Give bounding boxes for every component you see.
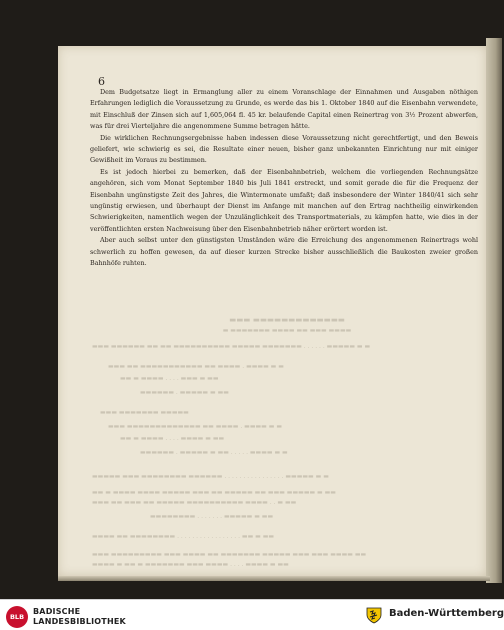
blb-logo: BLB: [6, 606, 28, 628]
ghost-line: ▬▬▬ ▬▬▬▬▬▬ ▬▬ ▬▬ ▬▬▬▬▬▬▬▬▬▬ ▬▬▬▬▬ ▬▬▬▬▬▬▬ . . . . . . ▬▬▬▬▬ ▬ ▬: [92, 343, 371, 350]
footer-bar: [0, 599, 504, 630]
ghost-line: ▬▬▬▬ ▬ ▬▬ ▬ ▬▬▬▬▬▬▬ ▬▬▬ ▬▬▬▬ . . . . ▬▬▬▬ ▬ ▬▬: [92, 561, 289, 568]
baden-wuerttemberg-crest-icon: [364, 605, 384, 625]
ghost-line: ▬▬ ▬ ▬▬▬▬ . . . . ▬▬▬ ▬ ▬▬: [120, 375, 219, 382]
ghost-line: ▬▬▬ ▬▬ ▬▬▬ ▬▬ ▬▬▬▬▬ ▬▬▬▬▬▬▬▬▬▬ ▬▬▬▬ . . ▬ ▬▬: [92, 499, 297, 506]
ghost-line: ▬▬▬ ▬▬▬▬▬▬▬ ▬▬▬▬▬: [100, 409, 189, 416]
ghost-line: ▬▬▬ ▬▬ ▬▬▬▬▬▬▬▬▬▬▬ ▬▬ ▬▬▬▬ . ▬▬▬▬ ▬ ▬: [108, 363, 284, 370]
paragraph: Aber auch selbst unter den günstigsten Umständen wäre die Erreichung des angenommenen Reinertrags wohl schwerlich zu hoffen gewesen, da auf dieser kurzen Strecke bisher ausschließlich die Baukosten zweier großen Bahnhöfe ruhten.: [90, 236, 478, 268]
paragraph: Es ist jedoch hierbei zu bemerken, daß der Eisenbahnbetrieb, welchem die vorliegenden Rechnungsätze angehören, sich vom Monat September 1840 bis Juli 1841 erstreckt, und somit gerade die für die Frequenz der Eisenbahn ungünstigste Zeit des Jahres, die Wintermonate umfaßt; daß insbesondere der Winter 1840/41 sich sehr ungünstig erwiesen, und überhaupt der Dienst im Anfange mit manchen auf den Ertrag nachtheilig einwirkenden Schwierigkeiten, namentlich wegen der Unzulänglichkeit des Transportmaterials, zu kämpfen hatte, wie dies in der veröffentlichten ersten Nachweisung über den Eisenbahnbetrieb näher erörtert worden ist.: [90, 167, 478, 233]
paragraph: Dem Budgetsatze liegt in Ermanglung aller zu einem Voranschlage der Einnahmen und Ausgaben nöthigen Erfahrungen lediglich die Voraussetzung zu Grunde, es werde das bis 1. Oktober 1840 auf die Eisenbahn verwendete, mit Einschluß der Zinsen sich auf 1,605,064 fl. 45 kr. belaufende Capital einen Reinertrag von 3½ Prozent abwerfen, was für drei Vierteljahre die angenommene Summe betragen hätte.: [90, 88, 478, 131]
state-name: Baden-Württemberg: [389, 608, 504, 619]
ghost-line: ▬▬ ▬ ▬▬▬▬ . . . . ▬▬▬▬ ▬ ▬▬: [120, 435, 225, 442]
page-number: 6: [98, 75, 105, 88]
ghost-line: ▬▬▬ ▬▬▬▬▬▬▬▬▬ ▬▬▬ ▬▬▬▬ ▬▬ ▬▬▬▬▬▬▬ ▬▬▬▬▬ ▬▬▬ ▬▬▬ ▬▬▬▬ ▬▬: [92, 551, 367, 558]
ghost-line: ▬▬▬▬▬ ▬▬▬ ▬▬▬▬▬▬▬▬ ▬▬▬▬▬▬ . . . . . . . . . . . . . . . . ▬▬▬▬▬ ▬ ▬: [92, 473, 329, 480]
body-text: [90, 87, 478, 270]
page-stack-edge: [486, 38, 502, 583]
ghost-line: ▬▬▬▬▬▬ . ▬▬▬▬▬ ▬ ▬▬: [140, 389, 229, 396]
ghost-line: ▬▬▬ ▬▬▬▬▬▬▬▬▬▬▬▬▬ ▬▬ ▬▬▬▬ . ▬▬▬▬ ▬ ▬: [108, 423, 282, 430]
ghost-line: ▬▬▬ ▬▬▬▬▬▬▬▬▬▬▬▬▬: [229, 315, 345, 324]
ghost-line: ▬▬▬▬▬▬▬▬ . . . . . . . ▬▬▬▬▬ ▬ ▬▬: [150, 513, 274, 520]
ghost-line: ▬ ▬▬▬▬▬▬▬ ▬▬▬▬ ▬▬ ▬▬▬ ▬▬▬▬: [222, 327, 352, 334]
ghost-line: ▬▬▬▬ ▬▬ ▬▬▬▬▬▬▬▬ . . . . . . . . . . . . . . . . . ▬▬ ▬ ▬▬: [92, 533, 275, 540]
library-name-line1: BADISCHE: [33, 607, 81, 616]
ghost-line: ▬▬▬▬▬▬ . ▬▬▬▬▬ ▬ ▬▬ . . . . . ▬▬▬▬ ▬ ▬: [140, 449, 288, 456]
ghost-line: ▬▬ ▬ ▬▬▬▬ ▬▬▬▬ ▬▬▬▬▬ ▬▬▬ ▬▬ ▬▬▬▬▬ ▬▬ ▬▬▬ ▬▬▬▬▬ ▬ ▬▬: [92, 489, 336, 496]
show-through-text: [90, 278, 484, 578]
paragraph: Die wirklichen Rechnungsergebnisse haben indessen diese Voraussetzung nicht gerechtfertigt, und den Beweis geliefert, wie schwierig es sei, die Resultate einer neuen, bisher ganz unbekannten Einrichtung nur mit einiger Gewißheit im Voraus zu bestimmen.: [90, 133, 478, 165]
library-name-line2: LANDESBIBLIOTHEK: [33, 617, 126, 626]
